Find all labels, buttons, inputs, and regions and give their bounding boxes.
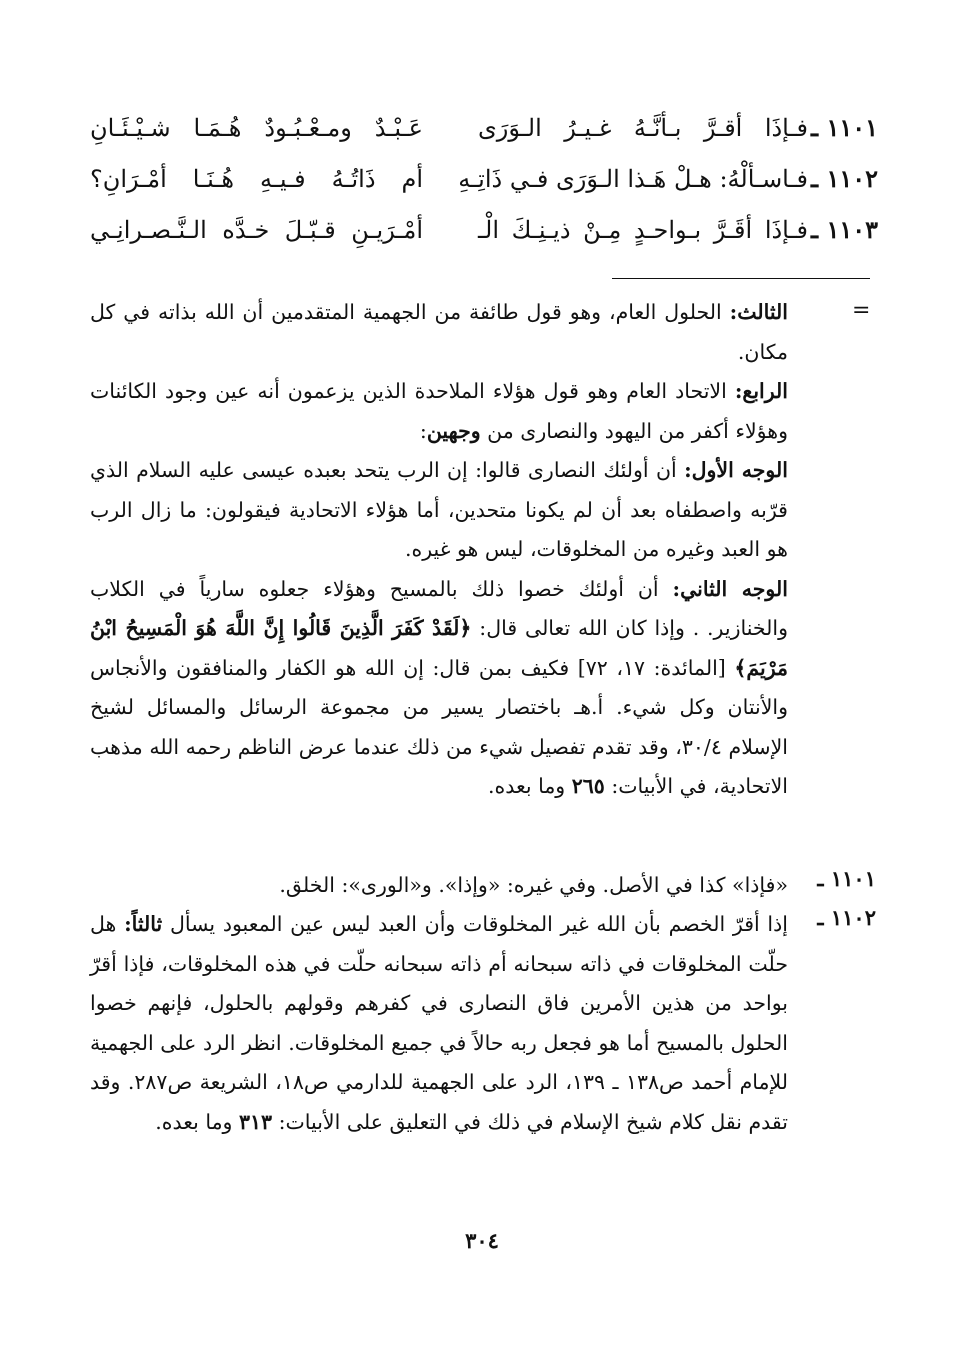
paragraph-text: أن أولئك النصارى قالوا: إن الرب يتحد بعبده عيسى عليه السلام الذي قرّبه واصطفاه بعد أن لم يكونا متحدين، أما هؤلاء الاتحادية فيقولون: ما زال الرب هو العبد وغيره من المخلوقات، ليس هو غيره.	[90, 458, 788, 561]
verse-1102	[90, 159, 878, 199]
paragraph-lead: الوجه الأول:	[684, 458, 788, 482]
verse-second-hemistich: أمْـرَيـنِ قـبّـلَ خـدَّه الـنَّـصـرانِـي	[90, 216, 423, 244]
verse-1101	[90, 108, 878, 148]
page-number: ٣٠٤	[465, 1228, 499, 1253]
continuation-marker: =	[852, 298, 871, 323]
verse-number: ١١٠٣ ـ	[811, 215, 878, 244]
verse-second-hemistich: عَـبْـدٌ ومـعْـبُـودٌ هُـمَـا شـيْـئَـانِ	[90, 114, 423, 142]
paragraph-tail: وما بعده.	[155, 1109, 233, 1134]
verse-number: ١١٠١ ـ	[811, 113, 878, 142]
paragraph-fourth	[90, 372, 788, 451]
paragraph-text: أن أولئك خصوا ذلك بالمسيح وهؤلاء جعلوه سارياً في الكلاب والخنازير. . وإذا كان الله تعالى قال:	[90, 576, 788, 640]
footnote-separator	[612, 278, 870, 279]
paragraph-emphasis: وجهين	[426, 418, 481, 443]
footnote-text: هل حلّت المخلوقات في ذاته سبحانه أم ذاته سبحانه حلّت في هذه المخلوقات، فإذا أقرّ بواحد من هذين الأمرين فاق النصارى في كفرهم وقولهم بالحلول، فإنهم خصوا الحلول بالمسيح أما هو فجعل ربه حالاً في جميع المخلوقات. انظر الرد على الجهمية للإمام أحمد ص١٣٨ ـ ١٣٩، الرد على الجهمية للدارمي ص١٨، الشريعة ص٢٨٧. وقد تقدم نقل كلام شيخ الإسلام في ذلك في التعليق على الأبيات:	[90, 912, 789, 1134]
verse-reference: ٣١٣	[239, 1109, 273, 1134]
verse-first-hemistich: فـاسـألْهُ: هـلْ هَـذا الـوَرَى فـي ذَاتِـهِ	[458, 165, 808, 193]
verse-1103	[90, 210, 878, 250]
footnote-1101	[90, 866, 788, 906]
footnote-text: «فإذا» كذا في الأصل. وفي غيره: «وإذا». و«الورى»: الخلق.	[279, 873, 788, 897]
quran-quote: ﴿لَقَدْ كَفَرَ الَّذِينَ قَالُوا إِنَّ اللَّهَ هُوَ الْمَسِيحُ ابْنُ مَرْيَمَ﴾	[90, 616, 789, 680]
footnote-continuation	[90, 293, 788, 807]
paragraph-lead: الثالث:	[729, 300, 788, 324]
paragraph-text: الحلول العام، وهو قول طائفة من الجهمية المتقدمين أن الله بذاته في كل مكان.	[90, 300, 788, 364]
footnote-1102	[90, 905, 788, 1142]
paragraph-text: [المائدة: ١٧، ٧٢] فكيف بمن قال: إن الله هو الكفار والمنافقون والأنجاس والأنتان وكل شيء. أ.هـ باختصار يسير من مجموعة الرسائل والمسائل لشيخ الإسلام ٣٠/٤، وقد تقدم تفصيل شيء من ذلك عندما عرض الناظم رحمه الله مذهب الاتحادية، في الأبيات:	[90, 655, 788, 798]
verse-reference: ٢٦٥	[571, 774, 605, 798]
paragraph-tail: وما بعده.	[487, 774, 566, 798]
paragraph-second-aspect	[90, 570, 788, 807]
paragraph-third	[90, 293, 788, 372]
paragraph-first-aspect	[90, 451, 788, 570]
verse-second-hemistich: أم ذَاتُـهُ فـيـهِ هُـنَـا أمْـرَانِ؟	[90, 165, 423, 193]
footnote-text: إذا أقرّ الخصم بأن الله غير المخلوقات وأن العبد ليس عين المعبود يسأل	[169, 912, 788, 936]
paragraph-lead: الرابع:	[734, 379, 788, 403]
paragraph-lead: الوجه الثاني:	[672, 576, 788, 601]
verse-first-hemistich: فـإذَا أقـرَّ بـأنَّـهُ غـيـرُ الـوَرَى	[478, 114, 808, 142]
verse-number: ١١٠٢ ـ	[811, 164, 878, 193]
verse-first-hemistich: فـإذَا أقَـرَّ بـواحـدٍ مِـنْ ذيـنِـكَ الْـ	[478, 216, 808, 244]
paragraph-lead: ثالثاً:	[124, 912, 163, 936]
footnote-number-1102: ١١٠٢ ـ	[817, 905, 876, 930]
paragraph-text: الاتحاد العام وهو قول هؤلاء الملاحدة الذين يزعمون أنه عين وجود الكائنات وهؤلاء أكفر من اليهود والنصارى من	[90, 379, 788, 443]
footnote-number-1101: ١١٠١ ـ	[817, 866, 876, 891]
paragraph-tail: :	[419, 418, 427, 443]
